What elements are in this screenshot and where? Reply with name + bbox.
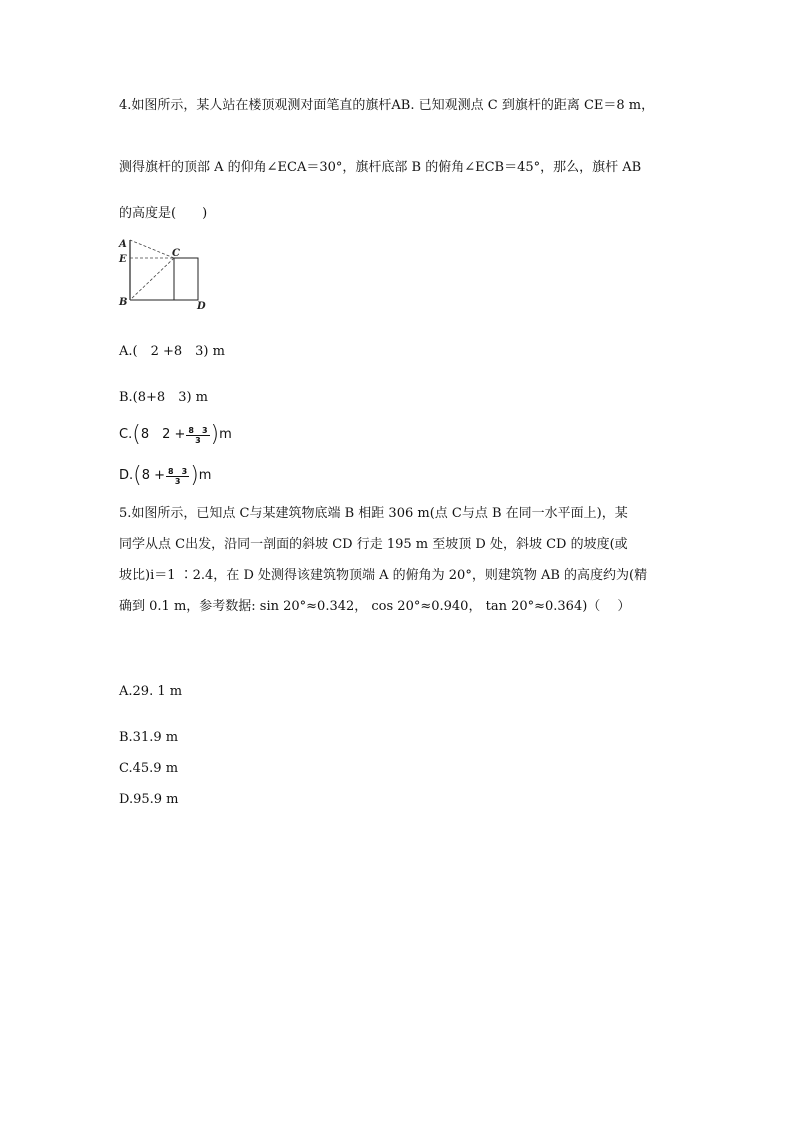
option-d-fraction: [166, 467, 189, 486]
option-d-denominator: 3: [174, 476, 181, 486]
q5-stem-line-2: 同学从点 C出发，沿同一剖面的斜坡 CD 行走 195 m 至坡顶 D 处，斜坡 CD 的坡度(或: [119, 537, 628, 552]
building: [174, 258, 198, 300]
q5-stem-line-3: 坡比)i＝1 ∶2.4，在 D 处测得该建筑物顶端 A 的俯角为 20°，则建筑物 AB 的高度约为(精: [119, 568, 648, 583]
right-paren-icon: ): [190, 463, 199, 488]
q4-option-a[interactable]: A.( 2 +8 3) m: [119, 344, 225, 359]
label-c: C: [172, 248, 180, 259]
option-d-letter: D.: [119, 468, 134, 483]
option-c-numerator: 8 3: [188, 425, 208, 435]
option-d-unit: m: [198, 468, 212, 483]
q5-stem-line-1: 5.如图所示，已知点 C与某建筑物底端 B 相距 306 m(点 C与点 B 在同一水平面上)，某: [119, 506, 628, 521]
q4-option-b[interactable]: B.(8+8 3) m: [119, 390, 208, 405]
q4-stem-line-3: 的高度是( ): [119, 206, 208, 221]
q5-option-c[interactable]: C.45.9 m: [119, 761, 179, 776]
q5-option-d[interactable]: D.95.9 m: [119, 792, 179, 807]
flagpole-diagram: [116, 236, 216, 312]
option-c-fraction: [186, 426, 209, 445]
option-c-letter: C.: [119, 427, 133, 442]
option-d-numerator: 8 3: [168, 466, 188, 476]
label-b: B: [119, 297, 128, 308]
line-cb: [130, 258, 174, 300]
option-d-left: 8 +: [141, 468, 166, 483]
q4-figure: [116, 236, 216, 312]
left-paren-icon: (: [132, 422, 141, 447]
q5-option-a[interactable]: A.29. 1 m: [119, 684, 183, 699]
right-paren-icon: ): [210, 422, 220, 447]
q4-option-c[interactable]: [119, 424, 232, 446]
option-c-denominator: 3: [195, 435, 201, 445]
option-c-left: 8 2 +: [140, 427, 186, 442]
q5-option-b[interactable]: B.31.9 m: [119, 730, 179, 745]
left-paren-icon: (: [133, 463, 142, 488]
label-d: D: [197, 301, 206, 312]
line-ca: [130, 240, 174, 258]
label-a: A: [119, 239, 127, 250]
q5-stem-line-4: 确到 0.1 m，参考数据: sin 20°≈0.342， cos 20°≈0.940， tan 20°≈0.364)（ ）: [119, 599, 631, 614]
option-c-unit: m: [219, 427, 232, 442]
q4-stem-line-1: 4.如图所示，某人站在楼顶观测对面笔直的旗杆AB. 已知观测点 C 到旗杆的距离 CE＝8 m，: [119, 98, 655, 113]
label-e: E: [119, 254, 127, 265]
q4-option-d[interactable]: [119, 465, 211, 487]
q4-stem-line-2: 测得旗杆的顶部 A 的仰角∠ECA＝30°，旗杆底部 B 的俯角∠ECB＝45°，那么，旗杆 AB: [119, 160, 642, 175]
